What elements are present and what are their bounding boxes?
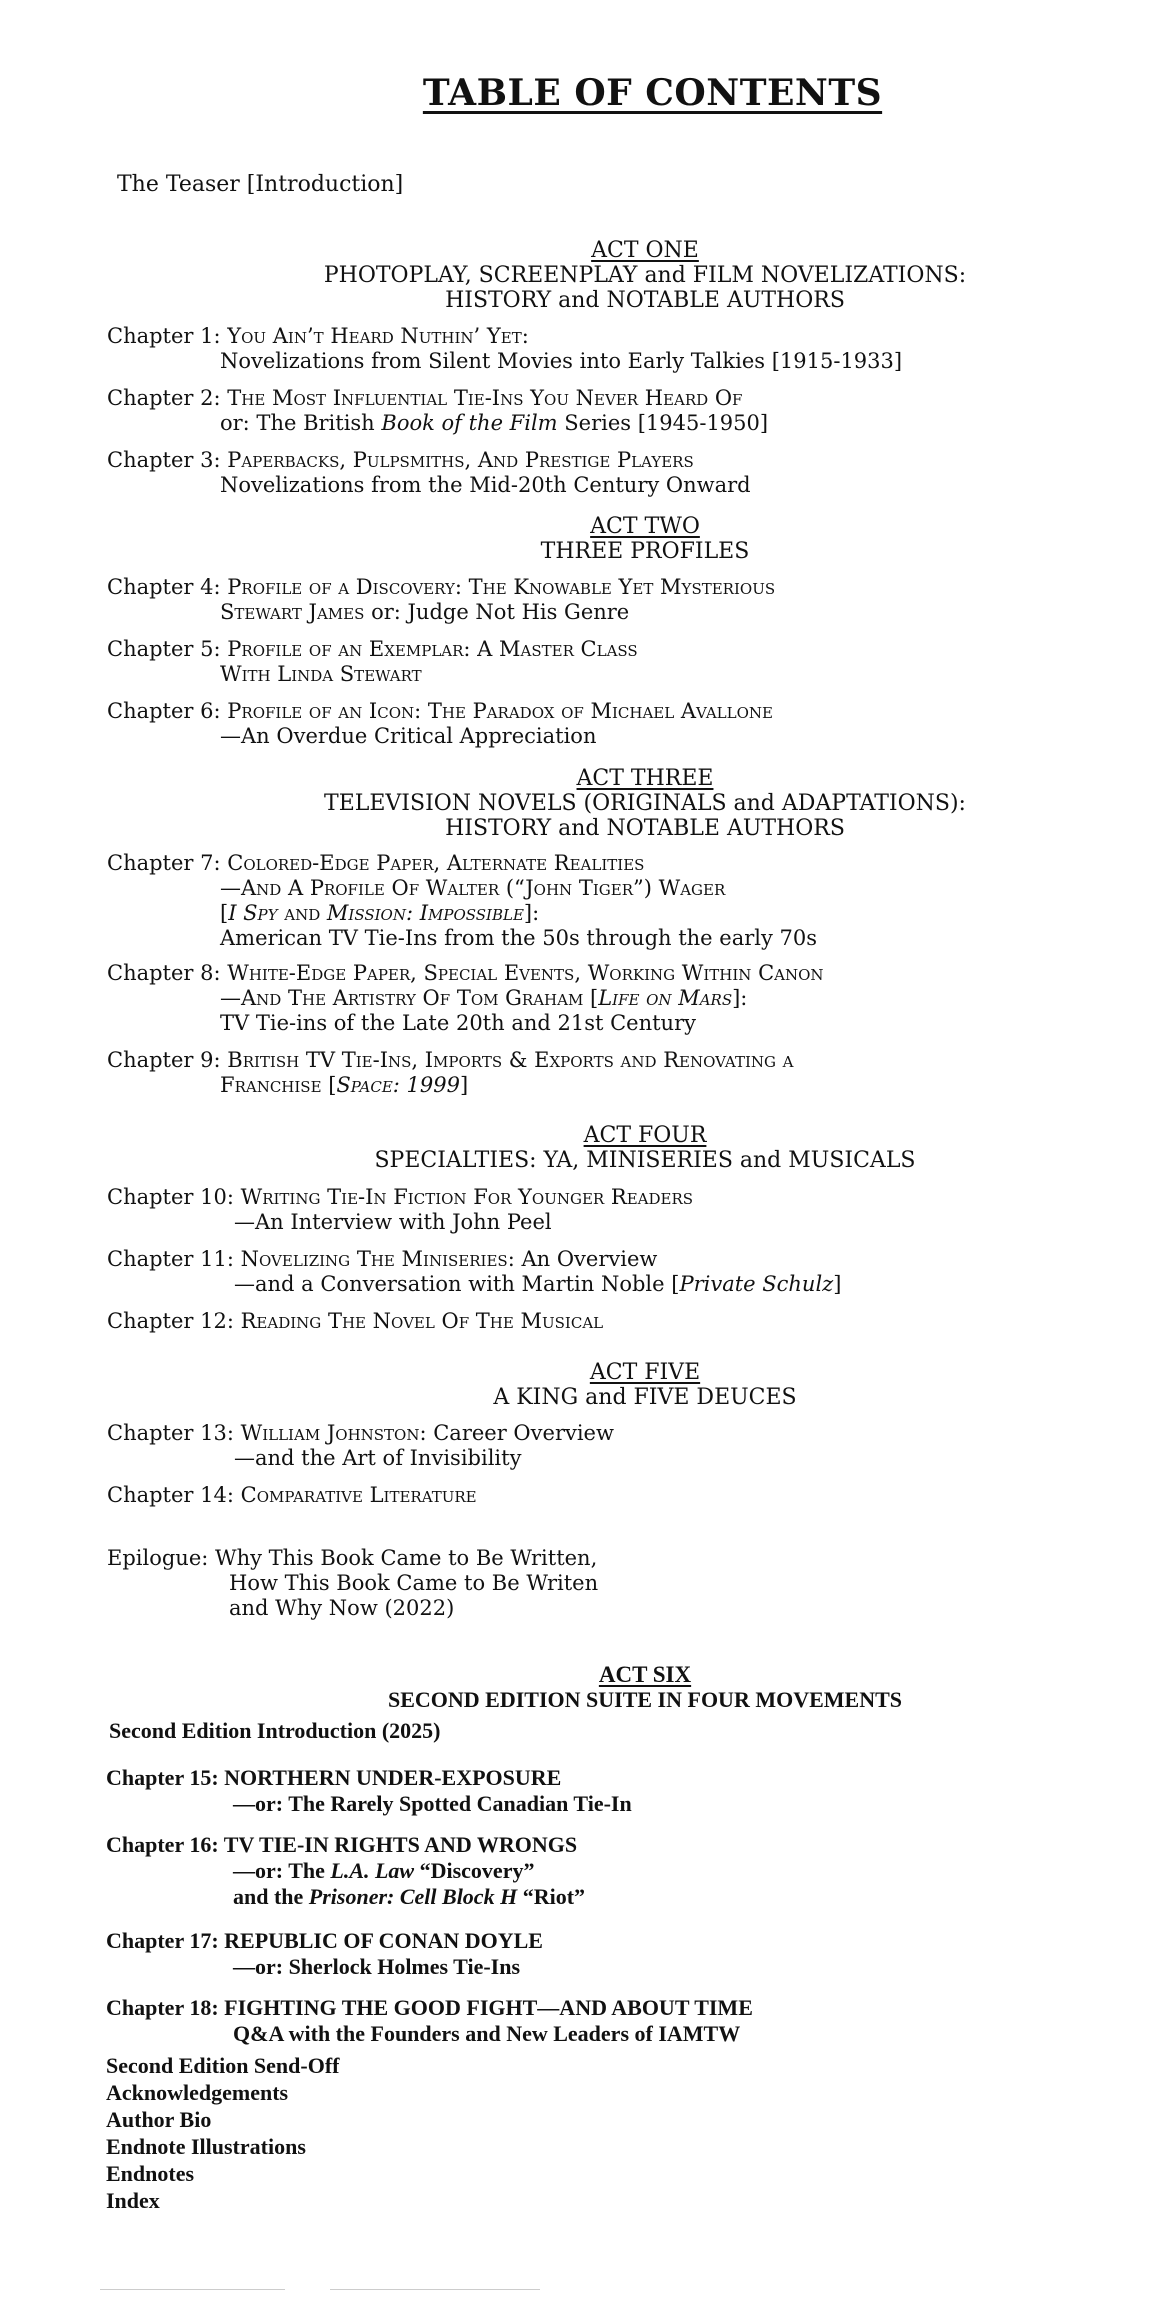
chapter-title: Paperbacks, Pulpsmiths, And Prestige Players <box>227 448 694 472</box>
toc-entry-chapter-12[interactable] <box>107 1309 603 1334</box>
toc-entry-chapter-7[interactable] <box>107 851 817 951</box>
toc-entry-endnotes[interactable]: Endnotes <box>106 2161 195 2186</box>
chapter-label: Chapter 4: <box>107 575 221 599</box>
chapter-title: Profile of a Discovery: The Knowable Yet Mysterious <box>227 575 776 599</box>
toc-entry-chapter-9[interactable] <box>107 1048 794 1098</box>
chapter-title: The Most Influential Tie-Ins You Never Heard Of <box>227 386 743 410</box>
chapter-label: Chapter 2: <box>107 386 221 410</box>
page-title: TABLE OF CONTENTS <box>422 72 883 114</box>
chapter-title: Profile of an Exemplar: A Master Class <box>227 637 638 661</box>
act-subtitle: A KING and FIVE DEUCES <box>493 1385 797 1410</box>
chapter-subtitle: —An Overdue Critical Appreciation <box>220 724 597 748</box>
chapter-label: Chapter 13: <box>107 1421 234 1445</box>
act-five-heading <box>0 1360 1161 1410</box>
chapter-subtitle: Novelizations from the Mid-20th Century Onward <box>220 473 751 497</box>
chapter-title: White-Edge Paper, Special Events, Working Within Canon <box>227 961 824 985</box>
epilogue-subtitle: and Why Now (2022) <box>229 1596 455 1620</box>
chapter-label: Chapter 5: <box>107 637 221 661</box>
toc-entry-chapter-13[interactable]: Chapter 13: William Johnston: Career Overview —and the Art of Invisibility <box>107 1421 614 1470</box>
chapter-subtitle: American TV Tie-Ins from the 50s through the early 70s <box>220 926 818 950</box>
chapter-title: You Ain’t Heard Nuthin’ Yet: <box>227 324 529 348</box>
divider <box>330 2289 540 2290</box>
chapter-title: FIGHTING THE GOOD FIGHT—AND ABOUT TIME <box>224 1995 753 2020</box>
chapter-label: Chapter 14: <box>107 1483 234 1507</box>
act-subtitle: TELEVISION NOVELS (ORIGINALS and ADAPTATIONS): <box>324 791 966 816</box>
toc-entry-chapter-14[interactable] <box>107 1483 477 1508</box>
chapter-subtitle: —and a Conversation with Martin Noble [Private Schulz] <box>234 1272 842 1296</box>
chapter-label: Chapter 11: <box>107 1247 234 1271</box>
chapter-subtitle: and the Prisoner: Cell Block H “Riot” <box>233 1884 586 1909</box>
toc-entry-chapter-8[interactable] <box>107 961 824 1036</box>
chapter-subtitle: —or: Sherlock Holmes Tie-Ins <box>233 1954 521 1979</box>
chapter-label: Chapter 17: <box>106 1928 219 1953</box>
act-title: ACT ONE <box>591 238 699 263</box>
toc-entry-chapter-5[interactable] <box>107 637 638 687</box>
chapter-subtitle: —And The Artistry Of Tom Graham [Life on Mars]: <box>220 986 748 1010</box>
epilogue-subtitle: How This Book Came to Be Writen <box>229 1571 599 1595</box>
chapter-subtitle: or: The British Book of the Film Series [1945-1950] <box>220 411 769 435</box>
toc-entry-epilogue[interactable] <box>107 1546 598 1621</box>
act-subtitle: HISTORY and NOTABLE AUTHORS <box>445 816 845 841</box>
act-title: ACT SIX <box>598 1662 692 1687</box>
chapter-title: British TV Tie-Ins, Imports & Exports and Renovating a <box>227 1048 794 1072</box>
chapter-label: Chapter 6: <box>107 699 221 723</box>
chapter-title: Writing Tie-In Fiction For Younger Readers <box>240 1185 694 1209</box>
toc-entry-chapter-2[interactable] <box>107 386 768 436</box>
toc-entry-chapter-16[interactable] <box>106 1832 585 1910</box>
chapter-subtitle: Franchise [Space: 1999] <box>220 1073 469 1097</box>
epilogue-title: Epilogue: Why This Book Came to Be Written, <box>107 1546 598 1570</box>
toc-entry-chapter-3[interactable] <box>107 448 751 498</box>
chapter-title: Novelizing The Miniseries: <box>240 1247 515 1271</box>
chapter-label: Chapter 16: <box>106 1832 219 1857</box>
toc-entry-acknowledgements[interactable]: Acknowledgements <box>106 2080 289 2105</box>
chapter-subtitle: TV Tie-ins of the Late 20th and 21st Century <box>220 1011 696 1035</box>
toc-entry-author-bio[interactable]: Author Bio <box>106 2107 212 2132</box>
toc-entry-chapter-1[interactable] <box>107 324 902 374</box>
act-title: ACT TWO <box>590 514 700 539</box>
toc-entry-index[interactable]: Index <box>106 2188 160 2213</box>
toc-entry-chapter-4[interactable] <box>107 575 775 625</box>
chapter-subtitle: —or: The Rarely Spotted Canadian Tie-In <box>233 1791 632 1816</box>
toc-entry-chapter-17[interactable] <box>106 1928 543 1980</box>
toc-entry-second-edition-intro[interactable]: Second Edition Introduction (2025) <box>109 1718 441 1743</box>
toc-entry-send-off[interactable]: Second Edition Send-Off <box>106 2053 340 2078</box>
toc-entry-chapter-10[interactable] <box>107 1185 693 1235</box>
act-subtitle: HISTORY and NOTABLE AUTHORS <box>445 288 845 313</box>
chapter-title: REPUBLIC OF CONAN DOYLE <box>224 1928 543 1953</box>
act-subtitle: SPECIALTIES: YA, MINISERIES and MUSICALS <box>374 1148 916 1173</box>
act-title: ACT FIVE <box>589 1360 701 1385</box>
toc-entry-teaser[interactable]: The Teaser [Introduction] <box>117 172 404 197</box>
chapter-subtitle: Novelizations from Silent Movies into Early Talkies [1915-1933] <box>220 349 903 373</box>
chapter-subtitle: —An Interview with John Peel <box>234 1210 552 1234</box>
chapter-label: Chapter 7: <box>107 851 221 875</box>
chapter-subtitle: [I Spy and Mission: Impossible]: <box>220 901 540 925</box>
act-three-heading <box>0 766 1161 841</box>
toc-entry-chapter-6[interactable] <box>107 699 773 749</box>
chapter-subtitle: Stewart James or: Judge Not His Genre <box>220 600 630 624</box>
act-four-heading <box>0 1123 1161 1173</box>
chapter-label: Chapter 12: <box>107 1309 234 1333</box>
chapter-label: Chapter 8: <box>107 961 221 985</box>
chapter-subtitle: Q&A with the Founders and New Leaders of IAMTW <box>233 2021 741 2046</box>
toc-entry-chapter-15[interactable] <box>106 1765 632 1817</box>
chapter-title: TV TIE-IN RIGHTS AND WRONGS <box>223 1832 578 1857</box>
act-subtitle: PHOTOPLAY, SCREENPLAY and FILM NOVELIZATIONS: <box>323 263 967 288</box>
chapter-subtitle: With Linda Stewart <box>220 662 422 686</box>
chapter-label: Chapter 15: <box>106 1765 219 1790</box>
chapter-title: Colored-Edge Paper, Alternate Realities <box>227 851 645 875</box>
chapter-label: Chapter 18: <box>106 1995 219 2020</box>
chapter-title: Profile of an Icon: The Paradox of Michael Avallone <box>227 699 773 723</box>
chapter-label: Chapter 10: <box>107 1185 234 1209</box>
toc-entry-chapter-11[interactable]: Chapter 11: Novelizing The Miniseries: An Overview —and a Conversation with Martin Noble [Private Schulz] <box>107 1247 842 1296</box>
end-matter-list <box>106 2052 340 2214</box>
act-subtitle: SECOND EDITION SUITE IN FOUR MOVEMENTS <box>387 1687 903 1712</box>
chapter-subtitle: —or: The L.A. Law “Discovery” <box>233 1858 535 1883</box>
chapter-title: NORTHERN UNDER-EXPOSURE <box>224 1765 562 1790</box>
act-six-heading <box>0 1662 1161 1712</box>
toc-entry-endnote-illustrations[interactable]: Endnote Illustrations <box>106 2134 306 2159</box>
chapter-label: Chapter 1: <box>107 324 221 348</box>
chapter-label: Chapter 9: <box>107 1048 221 1072</box>
act-subtitle: THREE PROFILES <box>540 539 750 564</box>
chapter-title: Comparative Literature <box>240 1483 477 1507</box>
divider <box>100 2289 285 2290</box>
act-title: ACT FOUR <box>583 1123 707 1148</box>
chapter-subtitle: —and the Art of Invisibility <box>234 1446 522 1470</box>
chapter-label: Chapter 3: <box>107 448 221 472</box>
act-two-heading <box>0 514 1161 564</box>
chapter-subtitle: —And A Profile Of Walter (“John Tiger”) Wager <box>220 876 726 900</box>
toc-entry-chapter-18[interactable] <box>106 1995 753 2047</box>
chapter-title: William Johnston: <box>240 1421 427 1445</box>
act-one-heading <box>0 238 1161 313</box>
chapter-title: Reading The Novel Of The Musical <box>240 1309 604 1333</box>
act-title: ACT THREE <box>576 766 714 791</box>
